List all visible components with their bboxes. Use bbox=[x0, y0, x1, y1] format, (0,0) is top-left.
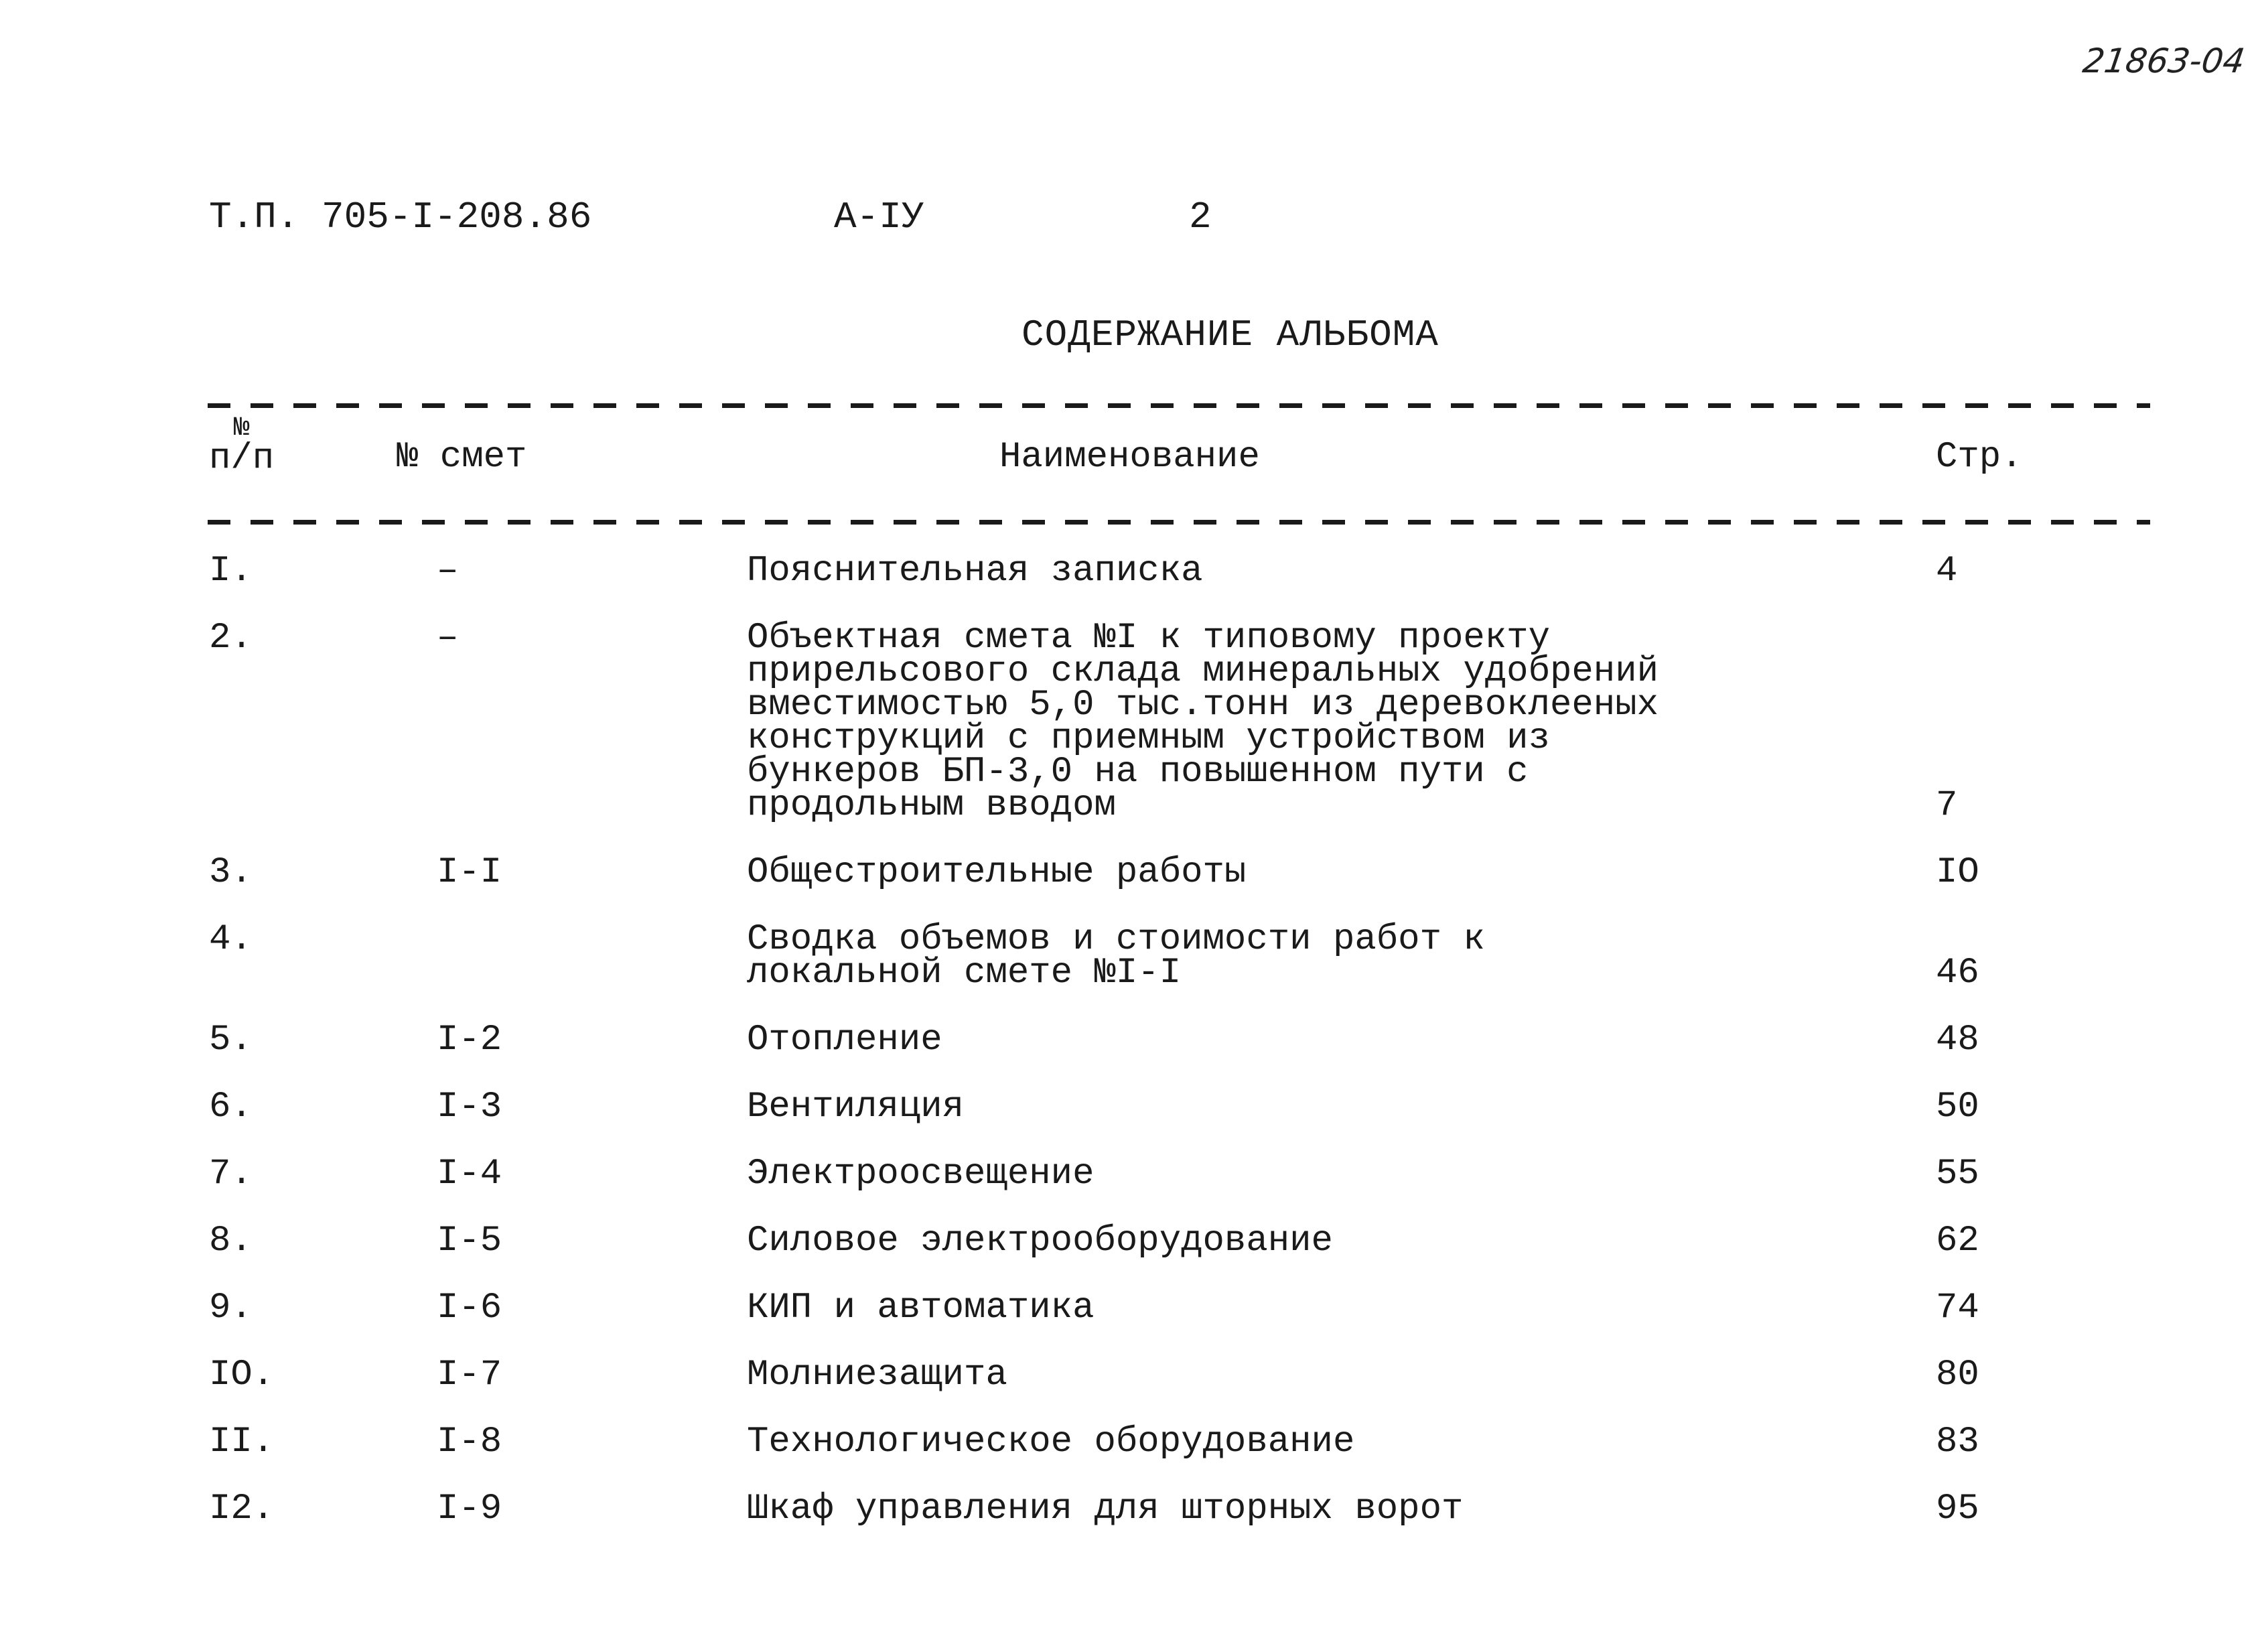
row-name-line: бункеров БП-3,0 на повышенном пути с bbox=[747, 752, 1529, 793]
document-code: Т.П. 705-I-208.86 bbox=[209, 196, 592, 238]
archive-number: 21863-04 bbox=[2080, 42, 2247, 80]
row-page: 83 bbox=[1936, 1422, 1979, 1462]
row-page: 74 bbox=[1936, 1288, 1979, 1328]
row-name bbox=[747, 1355, 1007, 1395]
row-smeta: I-I bbox=[437, 852, 502, 893]
row-smeta: I-7 bbox=[437, 1355, 502, 1395]
row-smeta: I-8 bbox=[437, 1422, 502, 1462]
row-name-line: Молниезащита bbox=[747, 1355, 1007, 1395]
row-name-line: Вентиляция bbox=[747, 1087, 965, 1127]
row-page: 95 bbox=[1936, 1489, 1979, 1529]
header-dashed-rule bbox=[208, 520, 2150, 525]
row-smeta: I-4 bbox=[437, 1154, 502, 1194]
row-name-line: продольным вводом bbox=[747, 785, 1116, 826]
album-number: А-IУ bbox=[834, 196, 924, 238]
row-number: 6. bbox=[209, 1087, 253, 1127]
row-name-line: Технологическое оборудование bbox=[747, 1422, 1355, 1462]
row-smeta: I-2 bbox=[437, 1020, 502, 1060]
row-name-line: локальной смете №I-I bbox=[747, 953, 1182, 993]
number-abbrev: п/п bbox=[209, 438, 275, 479]
row-page: 48 bbox=[1936, 1020, 1979, 1060]
row-smeta: I-6 bbox=[437, 1288, 502, 1328]
row-page: 46 bbox=[1936, 953, 1979, 993]
row-name-line: Электроосвещение bbox=[747, 1154, 1095, 1194]
row-name-line: Шкаф управления для шторных ворот bbox=[747, 1489, 1464, 1529]
row-name bbox=[747, 1154, 1095, 1194]
row-number: 3. bbox=[209, 852, 253, 893]
row-name bbox=[747, 551, 1203, 592]
row-name-line: Силовое электрооборудование bbox=[747, 1221, 1333, 1261]
row-name-line: вместимостью 5,0 тыс.тонн из деревоклееных bbox=[747, 685, 1659, 726]
row-name-line: Сводка объемов и стоимости работ к bbox=[747, 919, 1485, 960]
row-number: IO. bbox=[209, 1355, 275, 1395]
row-smeta: I-5 bbox=[437, 1221, 502, 1261]
row-name-line: Пояснительная записка bbox=[747, 551, 1203, 592]
row-name-line: Объектная смета №I к типовому проекту bbox=[747, 618, 1550, 659]
row-name-line: конструкций с приемным устройством из bbox=[747, 718, 1550, 759]
row-number: I2. bbox=[209, 1489, 275, 1529]
row-page: IO bbox=[1936, 852, 1979, 893]
column-header-name: Наименование bbox=[999, 437, 1260, 478]
row-name-line: Отопление bbox=[747, 1020, 942, 1060]
row-number: 2. bbox=[209, 618, 253, 659]
row-number: II. bbox=[209, 1422, 275, 1462]
row-name bbox=[747, 1288, 1095, 1328]
column-header-smeta: № смет bbox=[397, 437, 527, 478]
row-page: 50 bbox=[1936, 1087, 1979, 1127]
row-name-line: Общестроительные работы bbox=[747, 852, 1247, 893]
row-page: 55 bbox=[1936, 1154, 1979, 1194]
row-smeta: – bbox=[437, 551, 459, 592]
row-page: 7 bbox=[1936, 785, 1958, 826]
column-header-number bbox=[209, 413, 275, 479]
row-number: 4. bbox=[209, 919, 253, 960]
column-header-page: Стр. bbox=[1936, 437, 2023, 478]
top-dashed-rule bbox=[208, 403, 2150, 408]
row-name bbox=[747, 1020, 942, 1060]
row-number: 7. bbox=[209, 1154, 253, 1194]
row-number: 8. bbox=[209, 1221, 253, 1261]
row-name-line: прирельсового склада минеральных удобрений bbox=[747, 651, 1659, 692]
row-name-line: КИП и автоматика bbox=[747, 1288, 1095, 1328]
row-name bbox=[747, 1087, 965, 1127]
number-sign: № bbox=[233, 413, 250, 443]
row-name bbox=[747, 1489, 1464, 1529]
row-name bbox=[747, 919, 1485, 993]
page-title: СОДЕРЖАНИЕ АЛЬБОМА bbox=[1021, 314, 1439, 356]
row-name bbox=[747, 618, 1659, 826]
row-smeta: I-3 bbox=[437, 1087, 502, 1127]
row-number: 5. bbox=[209, 1020, 253, 1060]
row-name bbox=[747, 852, 1247, 893]
row-number: 9. bbox=[209, 1288, 253, 1328]
row-page: 80 bbox=[1936, 1355, 1979, 1395]
row-smeta: – bbox=[437, 618, 459, 659]
row-page: 4 bbox=[1936, 551, 1958, 592]
row-name bbox=[747, 1221, 1333, 1261]
row-name bbox=[747, 1422, 1355, 1462]
page-number: 2 bbox=[1189, 196, 1212, 238]
row-number: I. bbox=[209, 551, 253, 592]
row-smeta: I-9 bbox=[437, 1489, 502, 1529]
row-page: 62 bbox=[1936, 1221, 1979, 1261]
